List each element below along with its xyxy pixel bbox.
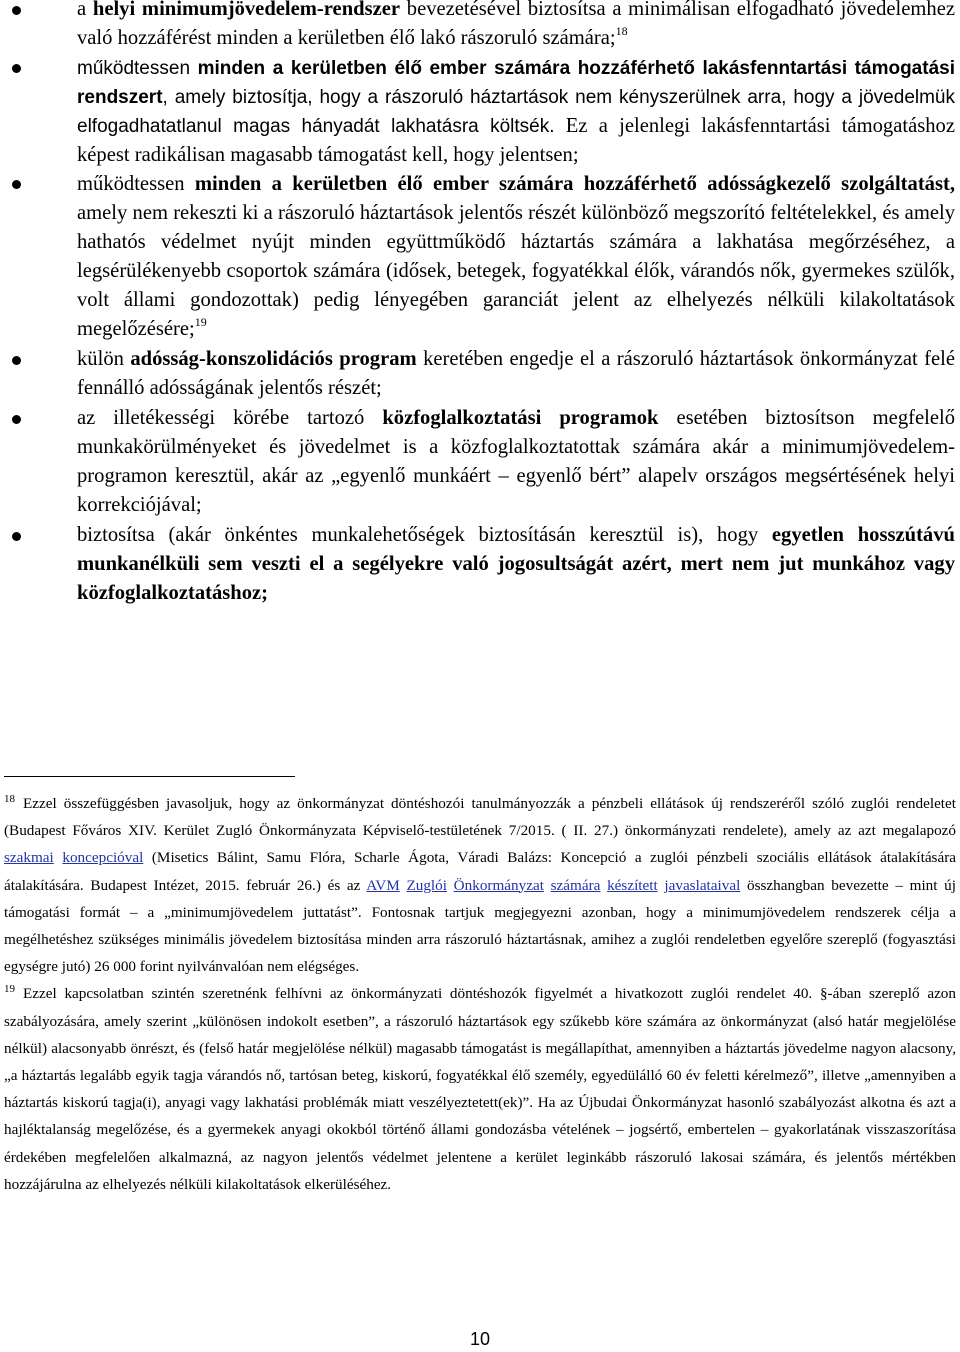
link-koncepcioval[interactable]: koncepcióval <box>62 849 144 867</box>
list-item: biztosítsa (akár önkéntes munkalehetőségek biztosításán keresztül is), hogy egyetlen hosszútávú munkanélküli sem veszti el a segélyekre való jogosultságát azért, mert nem jut munkához vagy közfoglalkoztatáshoz; <box>0 521 960 608</box>
link-onkormanyzat[interactable]: Önkormányzat <box>453 876 544 894</box>
footnote-ref[interactable]: 18 <box>615 24 628 38</box>
footnote-mark: 18 <box>4 793 15 805</box>
bullet-icon <box>12 415 21 424</box>
footnote-19: $^{19}$ Ezzel kapcsolatban szintén szeretnénk felhívni az önkormányzati döntéshozók figyelmét a hivatkozott zuglói rendelet 40. §-ában szereplő azon szabályozására, amely szerint „különösen indokolt esetben”, a rászoruló háztartások egy szűkebb köre számára az önkormányzat (alsó határ megjelölése nélkül) alacsonyabb önrészt, és (felső határ megjelölése nélkül) magasabb támogatást is megállapíthat, amennyiben a háztartás jövedelme nagyon alacsony, „a háztartás legalább egyik tagja várandós nő, tartósan beteg, kiskorú, fogyatékkal élő személy, egyedülálló 60 év feletti kérelmező”, illetve „amennyiben a háztartás kiskorú tagja(i), anyagi vagy lakhatási problémák miatt veszélyeztetett(ek)”. Ha az Újbudai Önkormányzat hasonló szabályozást alkotna és azt a hajléktalanság megelőzése, és a gyermekek anyagi okokból történő állami gondozásba vételének – jogsértő, embertelen – gyakorlatának visszaszorítása érdekében megfelelően alkalmazná, az nagyon jelentős védelmet jelentene a kerület leginkább rászoruló lakosai számára, és jelentős mértékben hozzájárulna az elhelyezés nélküli kilakoltatások elkerüléséhez. <box>4 983 956 1193</box>
footnote-mark: 19 <box>4 983 15 996</box>
bullet-icon <box>12 64 21 73</box>
footnotes <box>4 790 956 1198</box>
footnote-separator <box>4 776 295 777</box>
link-keszitett[interactable]: készített <box>607 876 658 894</box>
link-szakmai[interactable]: szakmai <box>4 849 54 867</box>
bullet-icon <box>12 180 21 189</box>
link-javaslataival[interactable]: javaslataival <box>664 876 741 894</box>
demand-list <box>0 0 960 609</box>
link-avm[interactable]: AVM <box>366 876 400 894</box>
link-szamara[interactable]: számára <box>550 876 601 894</box>
page-number: 10 <box>469 1329 491 1349</box>
bullet-icon <box>12 356 21 365</box>
footnote-ref[interactable]: 19 <box>194 315 207 329</box>
bullet-icon <box>12 6 21 15</box>
list-item: külön adósság-konszolidációs program keretében engedje el a rászoruló háztartások önkormányzat felé fennálló adósságának jelentős részét; <box>0 345 960 403</box>
list-item: az illetékességi körébe tartozó közfoglalkoztatási programok esetében biztosítson megfelelő munkakörülményeket és jövedelmet is a közfoglalkoztatottak számára akár a minimumjövedelem-programon keresztül, akár az „egyenlő munkáért – egyenlő bért” alapelv országos megsértésének helyi korrekciójával; <box>0 404 960 520</box>
footnote-18: $^{18}$ Ezzel összefüggésben javasoljuk, hogy az önkormányzat döntéshozói tanulmányozzák a pénzbeli ellátások új rendszeréről szóló zuglói rendeletet (Budapest Főváros XIV. Kerület Zugló Önkormányzata Képviselő-testületének 7/2015. ( II. 27.) önkormányzati rendelete), amely az azt megalapozó szakmai koncepcióval (Misetics Bálint, Samu Flóra, Scharle Ágota, Váradi Balázs: Koncepció a zuglói pénzbeli szociális ellátások átalakítására átalakítására. Budapest Intézet, 2015. február 26.) és az AVM Zuglói Önkormányzat számára készített javaslataival összhangban bevezette – mint új támogatási formát – a „minimumjövedelem juttatást”. Fontosnak tartjuk megjegyezni azonban, hogy a minimumjövedelem rendszerek célja a megélhetéshez szükséges minimális jövedelem biztosítása minden arra rászoruló háztartásnak, amihez a zuglói rendeletben egyelőre szereplő (fogyasztási egységre jutó) 26 000 forint nyilvánvalóan nem elégséges. <box>4 793 957 976</box>
list-item: működtessen minden a kerületben élő ember számára hozzáférhető adósságkezelő szolgáltatást, amely nem rekeszti ki a rászoruló háztartások jelentős részét különböző megszorító feltételekkel, és amely hathatós védelmet nyújt minden együttműködő háztartás számára a lakhatása megőrzéséhez, a legsérülékenyebb csoportok számára (idősek, betegek, fogyatékkal élők, várandós nők, gyermekes szülők, volt állami gondozottak) pedig lényegében garanciát jelent az elhelyezés nélküli kilakoltatások megelőzésére;$^{19}$ <box>0 170 960 344</box>
list-item: a helyi minimumjövedelem-rendszer bevezetésével biztosítsa a minimálisan elfogadható jövedelemhez való hozzáférést minden a kerületben élő lakó rászoruló számára;$^{18}$ <box>0 0 960 53</box>
link-zugloi[interactable]: Zuglói <box>406 876 447 894</box>
bullet-icon <box>12 532 21 541</box>
list-item: működtessen minden a kerületben élő ember számára hozzáférhető lakásfenntartási támogatási rendszert, amely biztosítja, hogy a rászoruló háztartások nem kényszerülnek arra, hogy a jövedelmük elfogadhatatlanul magas hányadát lakhatásra költsék. Ez a jelenlegi lakásfenntartási támogatáshoz képest radikálisan magasabb támogatást kell, hogy jelentsen; <box>0 54 960 170</box>
